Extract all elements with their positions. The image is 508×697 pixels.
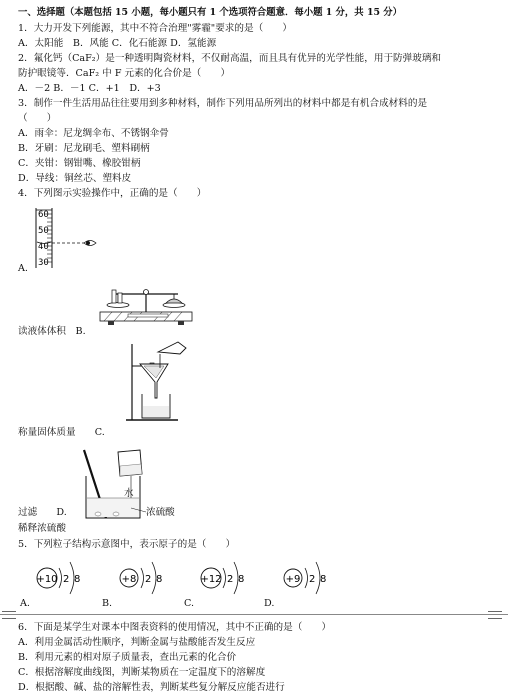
q4-caption-c-d: 过滤 D. — [18, 507, 67, 518]
balance-scale-figure — [98, 280, 194, 326]
graduated-cylinder-figure — [28, 206, 108, 268]
filtration-figure — [120, 338, 204, 428]
atom-c-shell1: 2 — [227, 574, 234, 585]
atom-b-letter: B. — [102, 598, 113, 609]
q4-caption-b-c: 称量固体质量 C. — [18, 427, 105, 438]
q1-options: A．太阳能 B．风能 C．化石能源 D．氢能源 — [18, 38, 217, 49]
cylinder-tick-30: 30 — [38, 258, 49, 268]
atom-b-shell1: 2 — [145, 574, 152, 585]
atom-d-shell2: 8 — [320, 574, 327, 585]
q5-stem: 5．下列粒子结构示意图中，表示原子的是（ ） — [18, 539, 236, 550]
page-separator — [0, 614, 508, 615]
q2-stem-line2: 防护眼镜等．CaF₂ 中 F 元素的化合价是（ ） — [18, 68, 231, 79]
q4-caption-a-b: 读液体体积 B. — [18, 326, 86, 337]
acid-label: 浓硫酸 — [146, 507, 175, 518]
atom-c-letter: C. — [184, 598, 195, 609]
atom-c-diagram — [198, 558, 260, 598]
cylinder-tick-50: 50 — [38, 226, 49, 236]
atom-c-shell2: 8 — [238, 574, 245, 585]
atom-a-shell2: 8 — [74, 574, 81, 585]
atom-d-nucleus: +9 — [285, 574, 301, 585]
cylinder-tick-60: 60 — [38, 210, 49, 220]
q2-options: A．－2 B．－1 C．+1 D．+3 — [18, 83, 161, 94]
atom-d-diagram — [282, 558, 344, 598]
dilution-figure — [76, 446, 196, 524]
q3-option-c: C．夹钳：钢钳嘴、橡胶钳柄 — [18, 158, 141, 169]
q3-stem-line2: （ ） — [18, 113, 57, 124]
atom-a-letter: A. — [20, 598, 30, 609]
q3-option-d: D．导线：铜丝芯、塑料皮 — [18, 173, 132, 184]
q4-label-a: A. — [18, 263, 28, 274]
atom-d-shell1: 2 — [309, 574, 316, 585]
q6-option-d: D．根据酸、碱、盐的溶解性表，判断某些复分解反应能否进行 — [18, 682, 285, 693]
q1-stem: 1．大力开发下列能源，其中不符合治理"雾霾"要求的是（ ） — [18, 23, 292, 34]
page-break-left-icon — [2, 611, 16, 619]
q6-option-a: A．利用金属活动性顺序，判断金属与盐酸能否发生反应 — [18, 637, 256, 648]
q3-option-b: B．牙刷：尼龙刷毛、塑料刷柄 — [18, 143, 150, 154]
q4-caption-d: 稀释浓硫酸 — [18, 523, 66, 534]
q6-option-c: C．根据溶解度曲线图，判断某物质在一定温度下的溶解度 — [18, 667, 266, 678]
section-header: 一、选择题（本题包括 15 小题，每小题只有 1 个选项符合题意．每小题 1 分，共 15 分） — [18, 7, 403, 18]
atom-d-letter: D. — [264, 598, 275, 609]
q3-option-a: A．雨伞：尼龙绸伞布、不锈钢伞骨 — [18, 128, 169, 139]
atom-b-diagram — [118, 558, 180, 598]
eye-icon — [84, 241, 96, 246]
q6-option-b: B．利用元素的相对原子质量表，查出元素的化合价 — [18, 652, 237, 663]
atom-b-nucleus: +8 — [121, 574, 137, 585]
atom-a-shell1: 2 — [63, 574, 70, 585]
atom-c-nucleus: +12 — [200, 574, 222, 585]
q6-stem: 6．下面是某学生对课本中图表资料的使用情况，其中不正确的是（ ） — [18, 622, 332, 633]
water-label: 水 — [124, 488, 134, 499]
q2-stem-line1: 2．氟化钙（CaF₂）是一种透明陶瓷材料，不仅耐高温，而且具有优异的光学性能，用于防弹玻璃和 — [18, 53, 442, 64]
q3-stem-line1: 3．制作一件生活用品往往要用到多种材料，制作下列用品所列出的材料中都是有机合成材料的是 — [18, 98, 428, 109]
q4-stem: 4．下列图示实验操作中，正确的是（ ） — [18, 188, 207, 199]
page-break-right-icon — [488, 611, 502, 619]
cylinder-tick-40: 40 — [38, 242, 49, 252]
atom-b-shell2: 8 — [156, 574, 163, 585]
atom-a-nucleus: +10 — [36, 574, 58, 585]
atom-a-diagram — [34, 558, 96, 598]
